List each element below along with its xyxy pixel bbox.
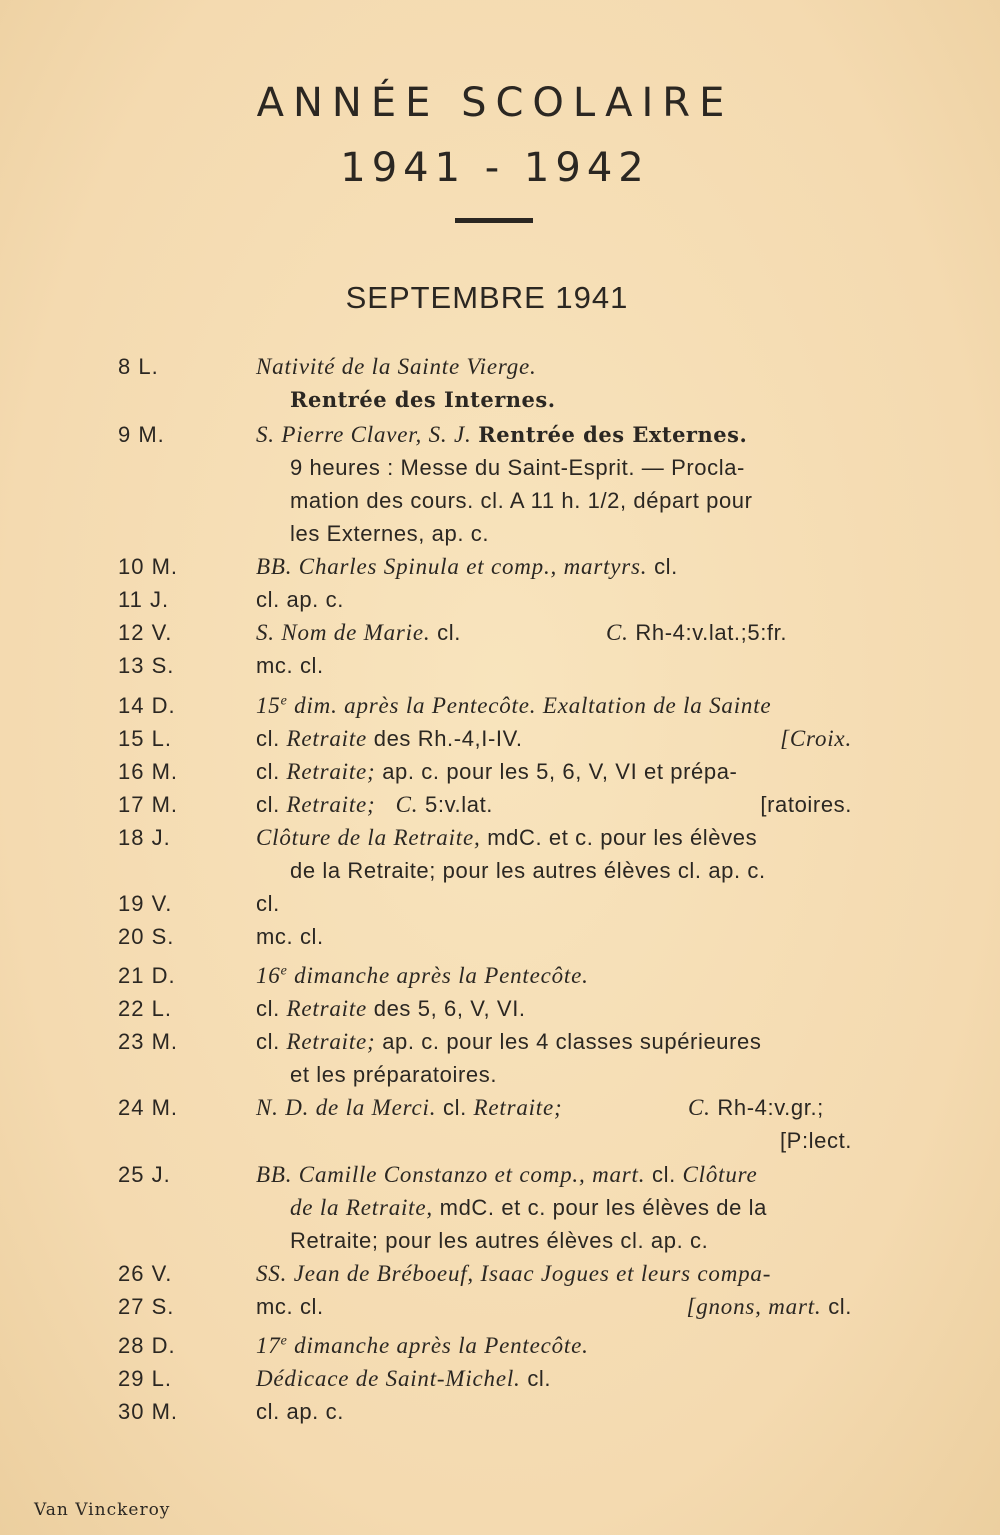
ordinal: 15 [256, 693, 281, 718]
month-heading: SEPTEMBRE 1941 [345, 280, 629, 315]
feast-name: de la Retraite, [290, 1195, 433, 1220]
entry-line: [P:lect. [779, 1128, 852, 1153]
day-label: 18 J. [118, 825, 171, 850]
entry-text: mc. cl. [256, 1294, 324, 1319]
day-label: 19 V. [118, 891, 173, 916]
entry-text: des 5, 6, V, VI. [373, 996, 526, 1021]
day-label: 15 L. [118, 726, 172, 751]
entry-text: cl. [654, 554, 678, 579]
entry-line [256, 554, 856, 580]
entry-text: Rh-4:v.gr.; [717, 1095, 824, 1120]
entry-line [256, 1029, 856, 1055]
entry-text: cl. [256, 1029, 280, 1054]
entry-line [256, 759, 856, 785]
feast-name: Clôture de la Retraite, [256, 825, 481, 850]
bold-note: Rentrée des Externes. [478, 422, 748, 447]
feast-name: dimanche après la Pentecôte. [287, 1333, 589, 1358]
entry-text: cl. [256, 759, 280, 784]
day-label: 9 M. [118, 422, 165, 447]
c-marker: C. [606, 620, 629, 645]
day-label: 11 J. [118, 587, 170, 612]
entry-line [256, 620, 856, 646]
entry-line: les Externes, ap. c. [290, 521, 490, 546]
feast-name: S. Pierre Claver, S. J. [256, 422, 472, 447]
entry-line [256, 1095, 856, 1121]
feast-name: BB. Charles Spinula et comp., martyrs. [256, 554, 648, 579]
feast-name: Clôture [682, 1162, 758, 1187]
carryover-text: [Croix. [780, 726, 852, 751]
entry-line [256, 1366, 856, 1392]
retreat-label: Retraite; [473, 1095, 563, 1120]
entry-text: Rh-4:v.lat.;5:fr. [635, 620, 788, 645]
feast-name: BB. Camille Constanzo et comp., mart. [256, 1162, 646, 1187]
entry-line: cl. [256, 891, 280, 916]
entry-line [256, 693, 856, 719]
entry-text: cl. [442, 1095, 467, 1120]
entry-line: de la Retraite; pour les autres élèves cl. ap. c. [290, 858, 766, 883]
day-label: 8 L. [118, 354, 159, 379]
school-year: 1941 - 1942 [340, 145, 650, 191]
retreat-label: Retraite [286, 996, 368, 1021]
entry-line: 9 heures : Messe du Saint-Esprit. — Procla- [290, 455, 745, 480]
day-label: 21 D. [118, 963, 176, 988]
day-label: 16 M. [118, 759, 179, 784]
entry-text: cl. [256, 726, 280, 751]
entry-text: cl. [652, 1162, 676, 1187]
entry-text: mdC. et c. pour les élèves [487, 825, 758, 850]
entry-text: cl. [256, 792, 280, 817]
entry-line [256, 422, 856, 448]
entry-line [256, 963, 856, 989]
feast-name: Nativité de la Sainte Vierge. [256, 354, 537, 379]
entry-line [256, 354, 856, 380]
day-label: 14 D. [118, 693, 176, 718]
day-label: 29 L. [118, 1366, 172, 1391]
c-marker: C. [688, 1095, 711, 1120]
entry-line [256, 1162, 856, 1188]
entry-line: mc. cl. [256, 924, 324, 949]
retreat-label: Retraite; [286, 1029, 376, 1054]
publisher-name: Van Vinckeroy [34, 1500, 171, 1520]
ordinal-suffix: e [280, 693, 288, 709]
title-rule [455, 218, 533, 223]
entry-line: SS. Jean de Bréboeuf, Isaac Jogues et leurs compa- [256, 1261, 772, 1286]
entry-text: ap. c. pour les 5, 6, V, VI et prépa- [382, 759, 738, 784]
day-label: 30 M. [118, 1399, 179, 1424]
retreat-label: Retraite; [286, 792, 376, 817]
ordinal: 17 [256, 1333, 281, 1358]
entry-line: mation des cours. cl. A 11 h. 1/2, départ pour [290, 488, 753, 513]
day-label: 13 S. [118, 653, 175, 678]
entry-text: cl. [527, 1366, 552, 1391]
bold-note: Rentrée des Internes. [290, 387, 556, 412]
day-label: 26 V. [118, 1261, 173, 1286]
entry-line: Retraite; pour les autres élèves cl. ap. c. [290, 1228, 709, 1253]
entry-text: mdC. et c. pour les élèves de la [439, 1195, 768, 1220]
feast-name: [gnons, mart. [686, 1294, 822, 1319]
retreat-label: Retraite; [286, 759, 376, 784]
entry-text: cl. [828, 1294, 852, 1319]
entry-line [256, 792, 856, 818]
page-title: ANNÉE SCOLAIRE [256, 80, 734, 126]
day-label: 17 M. [118, 792, 179, 817]
entry-text: cl. [437, 620, 461, 645]
day-label: 28 D. [118, 1333, 176, 1358]
day-label: 22 L. [118, 996, 172, 1021]
day-label: 20 S. [118, 924, 175, 949]
entry-text: ap. c. pour les 4 classes supérieures [382, 1029, 762, 1054]
day-label: 10 M. [118, 554, 179, 579]
ordinal-suffix: e [280, 1333, 288, 1349]
carryover-text: [ratoires. [760, 792, 852, 817]
entry-text: cl. [256, 996, 280, 1021]
feast-name: dimanche après la Pentecôte. [287, 963, 589, 988]
feast-name: Dédicace de Saint-Michel. [256, 1366, 521, 1391]
ordinal-suffix: e [280, 963, 288, 979]
feast-name: dim. après la Pentecôte. Exaltation de la Sainte [287, 693, 772, 718]
entry-line: mc. cl. [256, 653, 324, 678]
entry-line: cl. ap. c. [256, 587, 344, 612]
day-label: 12 V. [118, 620, 173, 645]
c-marker: C. [395, 792, 419, 817]
entry-line [256, 996, 856, 1022]
day-label: 27 S. [118, 1294, 175, 1319]
entry-line: et les préparatoires. [290, 1062, 498, 1087]
entry-line [256, 1333, 856, 1359]
entry-line [256, 1294, 856, 1320]
entry-line [290, 387, 890, 413]
day-label: 25 J. [118, 1162, 171, 1187]
day-label: 24 M. [118, 1095, 179, 1120]
entry-line: cl. ap. c. [256, 1399, 344, 1424]
carryover-text [686, 1294, 852, 1320]
retreat-label: Retraite [286, 726, 368, 751]
entry-text: 5:v.lat. [425, 792, 494, 817]
feast-name: S. Nom de Marie. [256, 620, 431, 645]
entry-line [256, 825, 856, 851]
entry-line [290, 1195, 890, 1221]
feast-name: N. D. de la Merci. [256, 1095, 437, 1120]
ordinal: 16 [256, 963, 281, 988]
entry-text: des Rh.-4,I-IV. [373, 726, 523, 751]
entry-line [256, 726, 856, 752]
day-label: 23 M. [118, 1029, 179, 1054]
